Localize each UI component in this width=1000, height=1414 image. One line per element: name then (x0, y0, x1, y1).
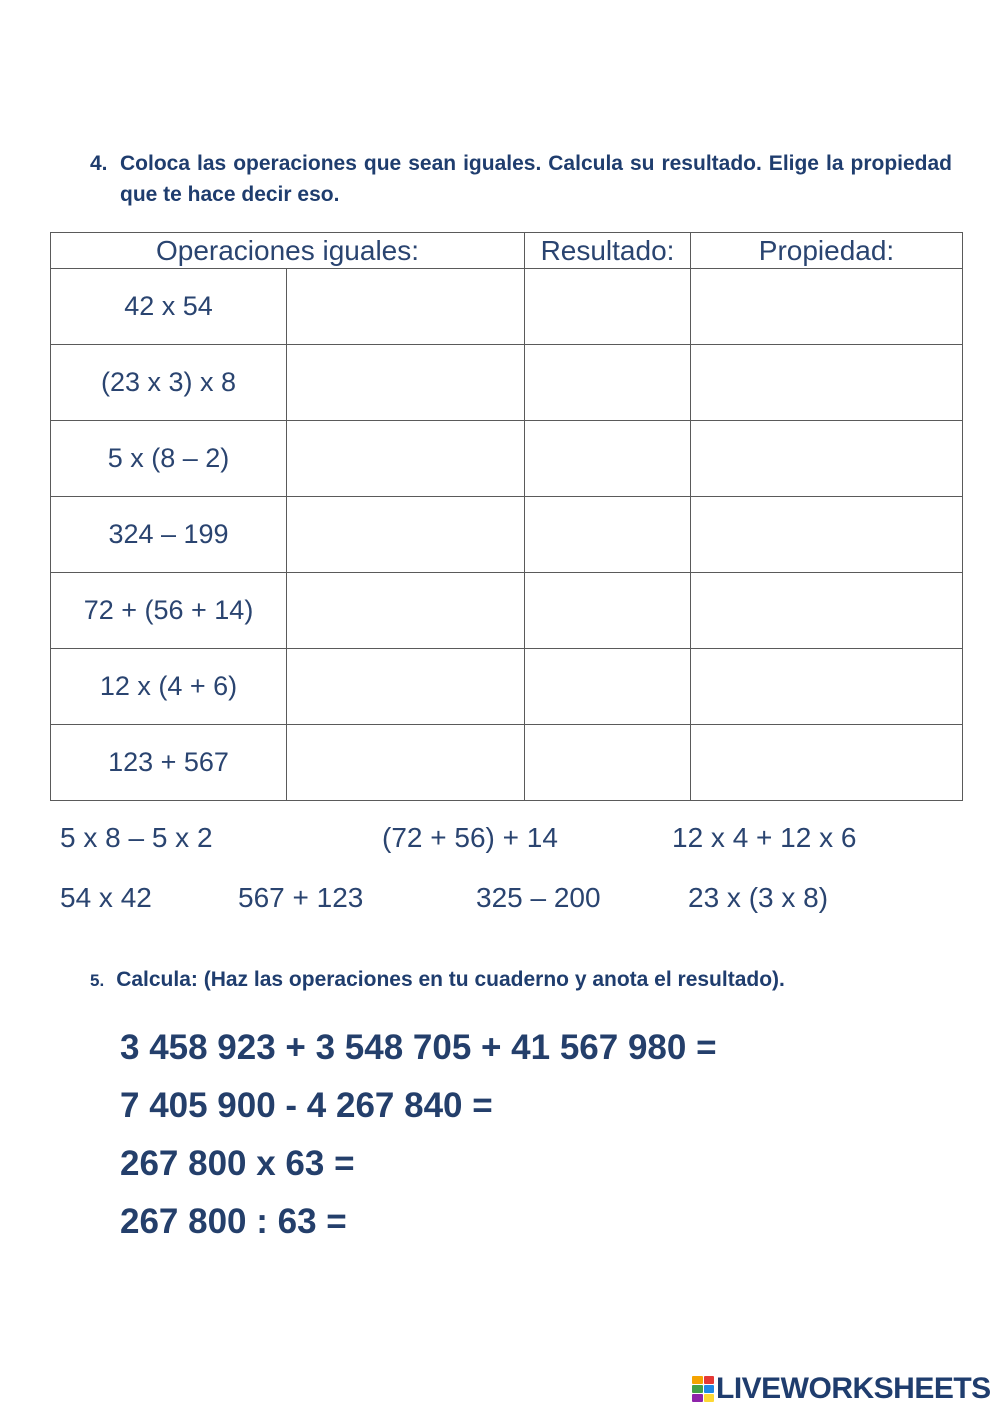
question-4-text: Coloca las operaciones que sean iguales. Calcula su resultado. Elige la propiedad que te hace decir eso. (120, 152, 952, 206)
operation-cell: 123 + 567 (51, 725, 287, 801)
operation-cell: 12 x (4 + 6) (51, 649, 287, 725)
table-header-row (51, 233, 963, 269)
question-5-text: Calcula: (Haz las operaciones en tu cuaderno y anota el resultado). (116, 968, 785, 991)
operation-cell: 5 x (8 – 2) (51, 421, 287, 497)
table-row (51, 573, 963, 649)
equal-operation-drop-cell[interactable] (287, 573, 525, 649)
draggable-option[interactable]: 12 x 4 + 12 x 6 (672, 822, 857, 853)
equal-operation-drop-cell[interactable] (287, 725, 525, 801)
operation-cell: 42 x 54 (51, 269, 287, 345)
draggable-option[interactable]: 54 x 42 (60, 882, 152, 913)
logo-tile (692, 1394, 703, 1402)
property-select-cell[interactable] (691, 649, 963, 725)
calculation-line: 7 405 900 - 4 267 840 = (120, 1086, 493, 1125)
liveworksheets-logo-icon (692, 1376, 714, 1402)
header-operaciones: Operaciones iguales: (51, 233, 525, 269)
calculation-line: 3 458 923 + 3 548 705 + 41 567 980 = (120, 1028, 717, 1067)
equal-operation-drop-cell[interactable] (287, 421, 525, 497)
property-select-cell[interactable] (691, 269, 963, 345)
result-input-cell[interactable] (525, 497, 691, 573)
result-input-cell[interactable] (525, 573, 691, 649)
table-row (51, 649, 963, 725)
question-4-number: 4. (90, 152, 108, 175)
operations-table (50, 232, 963, 801)
question-5 (90, 968, 785, 992)
liveworksheets-brand (692, 1374, 991, 1404)
draggable-option[interactable]: 23 x (3 x 8) (688, 882, 829, 913)
operation-cell: (23 x 3) x 8 (51, 345, 287, 421)
result-input-cell[interactable] (525, 725, 691, 801)
draggable-option[interactable]: 325 – 200 (476, 882, 601, 913)
table-row (51, 269, 963, 345)
brand-name: LIVEWORKSHEETS (716, 1372, 991, 1405)
draggable-option[interactable]: (72 + 56) + 14 (382, 822, 558, 853)
logo-tile (704, 1376, 715, 1384)
table-row (51, 345, 963, 421)
logo-tile (704, 1394, 715, 1402)
property-select-cell[interactable] (691, 345, 963, 421)
property-select-cell[interactable] (691, 421, 963, 497)
header-propiedad: Propiedad: (691, 233, 963, 269)
property-select-cell[interactable] (691, 497, 963, 573)
calculation-line: 267 800 x 63 = (120, 1144, 355, 1183)
question-4 (90, 148, 952, 210)
result-input-cell[interactable] (525, 345, 691, 421)
calculation-line: 267 800 : 63 = (120, 1202, 347, 1241)
logo-tile (692, 1385, 703, 1393)
table-row (51, 497, 963, 573)
header-resultado: Resultado: (525, 233, 691, 269)
result-input-cell[interactable] (525, 421, 691, 497)
property-select-cell[interactable] (691, 573, 963, 649)
operation-cell: 72 + (56 + 14) (51, 573, 287, 649)
equal-operation-drop-cell[interactable] (287, 497, 525, 573)
equal-operation-drop-cell[interactable] (287, 649, 525, 725)
result-input-cell[interactable] (525, 269, 691, 345)
draggable-option[interactable]: 5 x 8 – 5 x 2 (60, 822, 213, 853)
question-5-number: 5. (90, 971, 105, 990)
draggable-option[interactable]: 567 + 123 (238, 882, 364, 913)
logo-tile (704, 1385, 715, 1393)
operation-cell: 324 – 199 (51, 497, 287, 573)
equal-operation-drop-cell[interactable] (287, 269, 525, 345)
property-select-cell[interactable] (691, 725, 963, 801)
table-row (51, 725, 963, 801)
equal-operation-drop-cell[interactable] (287, 345, 525, 421)
result-input-cell[interactable] (525, 649, 691, 725)
logo-tile (692, 1376, 703, 1384)
table-row (51, 421, 963, 497)
